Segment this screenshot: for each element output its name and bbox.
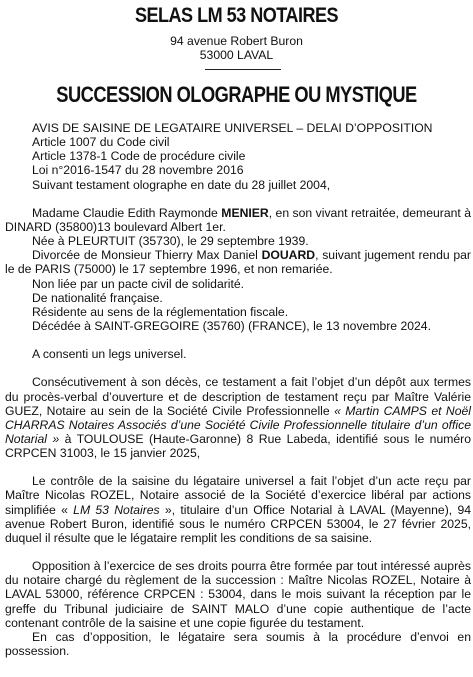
deceased-paragraph: Madame Claudie Edith Raymonde MENIER, en son vivant retraitée, demeurant à DINARD (35800)13 boulevard Albert 1er. (5, 205, 472, 234)
intro-line: AVIS DE SAISINE DE LEGATAIRE UNIVERSEL – DELAI D’OPPOSITION (32, 121, 433, 135)
death-line: Décédée à SAINT-GREGOIRE (35760) (FRANCE), le 13 novembre 2024. (32, 319, 431, 334)
ex-spouse-surname: DOUARD (261, 248, 316, 263)
opposition-paragraph: Opposition à l’exercice de ses droits pourra être formée par tout intéressé auprès du notaire chargé du règlement de la succession : Maître Nicolas ROZEL, Notaire à LAVAL 53000, référence CRPCEN : 53004, dans le mois suivant la réception par le greffe du Tribunal judiciaire de SAINT MALO d’une copie authentique de l’acte contenant contrôle de la saisine et une copie figurée du testament. (5, 559, 471, 630)
header-divider (205, 69, 281, 70)
intro-line: Loi n°2016-1547 du 28 novembre 2016 (32, 163, 244, 178)
firm-address-street: 94 avenue Robert Buron (170, 34, 303, 48)
intro-line: Article 1007 du Code civil (32, 135, 170, 150)
legacy-line: A consenti un legs universel. (32, 347, 187, 362)
deposit-paragraph: Consécutivement à son décès, ce testament a fait l’objet d’un dépôt aux termes du procès-verbal d’ouverture et de description de testament reçu par Maître Valérie GUEZ, Notaire au sein de la Société Civile Professionnelle « Martin CAMPS et Noël CHARRAS Notaires Associés d’une Société Civile Professionnelle titulaire d’un office Notarial » à TOULOUSE (Haute-Garonne) 8 Rue Labeda, identifié sous le numéro CRPCEN 31003, le 15 janvier 2025, (5, 375, 471, 461)
deceased-surname: MENIER (221, 205, 269, 220)
possession-paragraph: En cas d’opposition, le légataire sera soumis à la procédure d’envoi en possession. (5, 629, 471, 658)
nationality-line: De nationalité française. (32, 290, 163, 305)
firm-address-city: 53000 LAVAL (199, 48, 274, 62)
residence-line: Résidente au sens de la réglementation fiscale. (32, 304, 289, 319)
notice-body (5, 121, 471, 658)
firm-name: SELAS LM 53 NOTAIRES (134, 4, 339, 27)
intro-line: Suivant testament olographe en date du 28 juillet 2004, (32, 177, 331, 192)
pacs-line: Non liée par un pacte civil de solidarité. (32, 276, 245, 291)
birth-line: Née à PLEURTUIT (35730), le 29 septembre 1939. (32, 234, 309, 249)
intro-line: Article 1378-1 Code de procédure civile (32, 149, 246, 164)
notice-title: SUCCESSION OLOGRAPHE OU MYSTIQUE (56, 82, 417, 107)
intro-block (5, 121, 471, 192)
divorce-paragraph: Divorcée de Monsieur Thierry Max Daniel DOUARD, suivant jugement rendu par le de PARIS (75000) le 17 septembre 1996, et non remariée. (5, 248, 471, 277)
control-paragraph: Le contrôle de la saisine du légataire universel a fait l’objet d’un acte reçu par Maître Nicolas ROZEL, Notaire associé de la Société d’exercice libéral par actions simplifiée « LM 53 Notaires », titulaire d’un Office Notarial à LAVAL (Mayenne), 94 avenue Robert Buron, identifié sous le numéro CRPCEN 53004, le 27 février 2025, duquel il résulte que le légataire remplit les conditions de sa saisine. (5, 474, 471, 545)
